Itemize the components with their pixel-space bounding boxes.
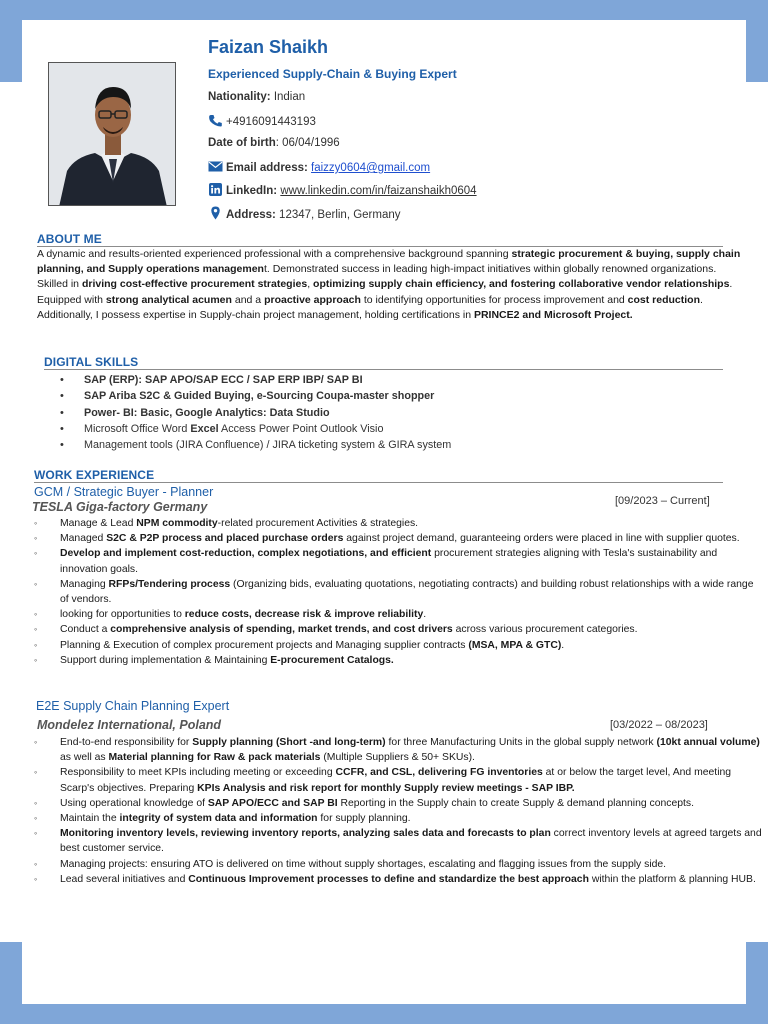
text: Managed — [60, 533, 107, 545]
bold-text: optimizing supply chain efficiency, and fostering collaborative vendor relationships — [313, 278, 730, 291]
duty-item — [34, 638, 754, 653]
frame-corner-top-left — [0, 0, 22, 82]
frame-top-bar — [0, 0, 768, 20]
phone-icon — [208, 114, 223, 127]
email-row — [208, 160, 430, 174]
duty-item — [34, 653, 754, 668]
bold-text: Develop and implement cost-reduction, complex negotiations, and efficient — [60, 548, 432, 560]
text: looking for opportunities to — [60, 609, 185, 621]
linkedin-label: LinkedIn: — [226, 185, 278, 197]
bold-text: (10kt annual volume) — [656, 737, 760, 748]
duty-item — [34, 811, 767, 826]
skill-item — [60, 405, 720, 421]
job-date: [09/2023 – Current] — [615, 495, 710, 507]
text: Responsibility to meet KPIs including meeting or exceeding — [60, 767, 336, 779]
bold-text: SAP APO/ECC and SAP BI — [207, 797, 338, 809]
candidate-headline: Experienced Supply-Chain & Buying Expert — [208, 67, 457, 81]
duty-item — [34, 531, 754, 546]
dob-label: Date of birth — [208, 137, 276, 149]
nationality-row — [208, 91, 305, 103]
address-row — [208, 206, 401, 221]
phone-row — [208, 114, 316, 128]
skill-item — [60, 372, 720, 388]
text: . — [561, 639, 565, 651]
email-link[interactable]: faizzy0604@gmail.com — [311, 162, 431, 174]
text: . Equipped with — [37, 278, 733, 306]
bold-text: CCFR, and CSL, delivering FG inventories — [335, 767, 543, 779]
linkedin-row — [208, 183, 477, 197]
job-duties-list — [34, 516, 754, 668]
text: Access Power Point Outlook Visio — [218, 422, 384, 435]
text: for three Manufacturing Units in the global supply network — [385, 737, 657, 748]
text: Management tools (JIRA Confluence) / JIRA ticketing system & GIRA system — [84, 439, 452, 452]
job-title: E2E Supply Chain Planning Expert — [36, 699, 230, 713]
bold-text: NPM commodity — [136, 518, 218, 529]
bold-text: cost reduction — [627, 293, 701, 306]
candidate-name: Faizan Shaikh — [208, 37, 329, 57]
bold-text: KPIs Analysis and risk report for monthly Supply review meetings - SAP IBP. — [197, 782, 575, 794]
skill-item — [60, 437, 720, 453]
job-duties-list — [34, 735, 767, 887]
duty-item — [34, 765, 767, 795]
duty-item — [34, 622, 754, 637]
profile-photo — [48, 62, 176, 206]
frame-bottom-bar — [0, 1004, 768, 1024]
text: Planning & Execution of complex procurement projects and Managing supplier contracts — [60, 639, 469, 651]
skill-item — [60, 421, 720, 437]
text: against project demand, guaranteeing orders were placed in line with supplier quotes. — [343, 533, 740, 545]
skills-list — [60, 372, 720, 453]
frame-corner-bottom-left — [0, 942, 22, 1024]
job-title: GCM / Strategic Buyer - Planner — [34, 485, 214, 499]
bold-text: reduce costs, decrease risk & improve reliability — [184, 609, 424, 621]
text: Reporting in the Supply chain to create Supply & demand planning concepts. — [337, 797, 695, 809]
dob-row — [208, 137, 340, 149]
bold-text: Material planning for Raw & pack materials — [108, 752, 321, 764]
job-company: Mondelez International, Poland — [37, 718, 222, 732]
bold-text: strategic procurement & buying, supply chain planning, and Supply operations managemen — [37, 248, 741, 276]
duty-item — [34, 607, 754, 622]
duty-item — [34, 796, 767, 811]
text: for supply planning. — [317, 813, 411, 825]
skills-section-title: DIGITAL SKILLS — [44, 355, 139, 369]
work-section-title: WORK EXPERIENCE — [34, 468, 155, 482]
text: . — [423, 609, 427, 621]
linkedin-icon — [208, 183, 223, 196]
bold-text: strong analytical acumen — [105, 293, 232, 306]
text: Manage & Lead — [60, 518, 137, 529]
text: correct inventory levels at agreed targets and best customer service. — [60, 828, 762, 855]
skills-section-rule — [44, 369, 723, 370]
text: at or below the target level, And meeting Scarp's objectives. Preparing — [60, 767, 732, 794]
text: A dynamic and results-oriented experienced professional with a comprehensive background spanning — [37, 248, 512, 260]
skill-item — [60, 388, 720, 404]
duty-item — [34, 516, 754, 531]
about-paragraph — [37, 247, 750, 323]
bold-text: Excel — [190, 422, 219, 435]
text: Conduct a — [60, 624, 111, 636]
text: procurement strategies aligning with Tesla's sustainability and innovation goals. — [60, 548, 718, 575]
frame-corner-top-right — [746, 0, 768, 82]
text: Microsoft Office Word — [84, 422, 191, 435]
text: t. Demonstrated success in leading high-impact initiatives within globally renowned organizations. Skilled in — [37, 263, 717, 291]
linkedin-link[interactable]: www.linkedin.com/in/faizanshaikh0604 — [280, 185, 477, 197]
text: Maintain the — [60, 813, 120, 825]
email-label: Email address: — [226, 162, 308, 174]
text: as well as — [60, 752, 109, 764]
text: across various procurement categories. — [452, 624, 638, 636]
bold-text: Power- BI: Basic, Google Analytics: Data Studio — [84, 406, 330, 419]
address-label: Address: — [226, 209, 276, 221]
email-icon — [208, 160, 223, 173]
duty-item — [34, 857, 767, 872]
bold-text: Supply planning (Short -and long-term) — [192, 737, 386, 748]
text: Managing projects: ensuring ATO is delivered on time without supply shortages, escalating and flagging issues from the supply side. — [60, 858, 667, 870]
bold-text: S2C & P2P process and placed purchase orders — [106, 533, 344, 545]
duty-item — [34, 872, 767, 887]
frame-corner-bottom-right — [746, 942, 768, 1024]
bold-text: proactive approach — [264, 293, 361, 306]
text: within the platform & planning HUB. — [588, 873, 756, 885]
duty-item — [34, 826, 767, 856]
work-section-rule — [34, 482, 723, 483]
text: (Organizing bids, evaluating quotations, negotiating contracts) and building robust relationships with a wide range of vendors. — [60, 578, 754, 606]
bold-text: Continuous Improvement processes to define and standardize the best approach — [188, 873, 589, 885]
text: -related procurement Activities & strategies. — [217, 518, 419, 529]
bold-text: PRINCE2 and Microsoft Project. — [473, 308, 633, 321]
bold-text: SAP (ERP): SAP APO/SAP ECC / SAP ERP IBP/ SAP BI — [84, 374, 363, 386]
bold-text: driving cost-effective procurement strategies — [81, 278, 308, 291]
text: and a — [231, 293, 265, 306]
about-section-title: ABOUT ME — [37, 232, 102, 246]
location-icon — [208, 206, 223, 219]
bold-text: comprehensive analysis of spending, market trends, and cost drivers — [110, 624, 453, 636]
text: Managing — [60, 578, 109, 590]
text: End-to-end responsibility for — [60, 737, 193, 748]
nationality-label: Nationality: — [208, 91, 271, 103]
job-date: [03/2022 – 08/2023] — [610, 719, 708, 731]
bold-text: RFPs/Tendering process — [108, 578, 231, 590]
bold-text: E-procurement Catalogs. — [270, 654, 394, 666]
bold-text: (MSA, MPA & GTC) — [468, 639, 562, 651]
dob-value: : 06/04/1996 — [275, 137, 340, 149]
address-value: 12347, Berlin, Germany — [275, 209, 401, 221]
text: to identifying opportunities for process improvement and — [360, 293, 628, 306]
nationality-value: Indian — [270, 91, 306, 103]
text: Support during implementation & Maintaining — [60, 654, 271, 666]
job-company: TESLA Giga-factory Germany — [32, 500, 208, 514]
bold-text: SAP Ariba S2C & Guided Buying, e-Sourcing Coupa-master shopper — [84, 390, 435, 403]
text: (Multiple Suppliers & 50+ SKUs). — [320, 752, 475, 764]
text: , — [307, 278, 314, 291]
phone-value: +4916091443193 — [226, 116, 316, 128]
duty-item — [34, 546, 754, 576]
bold-text: Monitoring inventory levels, reviewing inventory reports, analyzing sales data and forecasts to plan — [60, 828, 551, 840]
text: . Additionally, I possess expertise in Supply-chain project management, holding certifications in — [37, 293, 703, 321]
duty-item — [34, 577, 754, 607]
text: Lead several initiatives and — [60, 873, 189, 885]
bold-text: integrity of system data and information — [119, 813, 318, 825]
text: Using operational knowledge of — [60, 797, 208, 809]
duty-item — [34, 735, 767, 765]
